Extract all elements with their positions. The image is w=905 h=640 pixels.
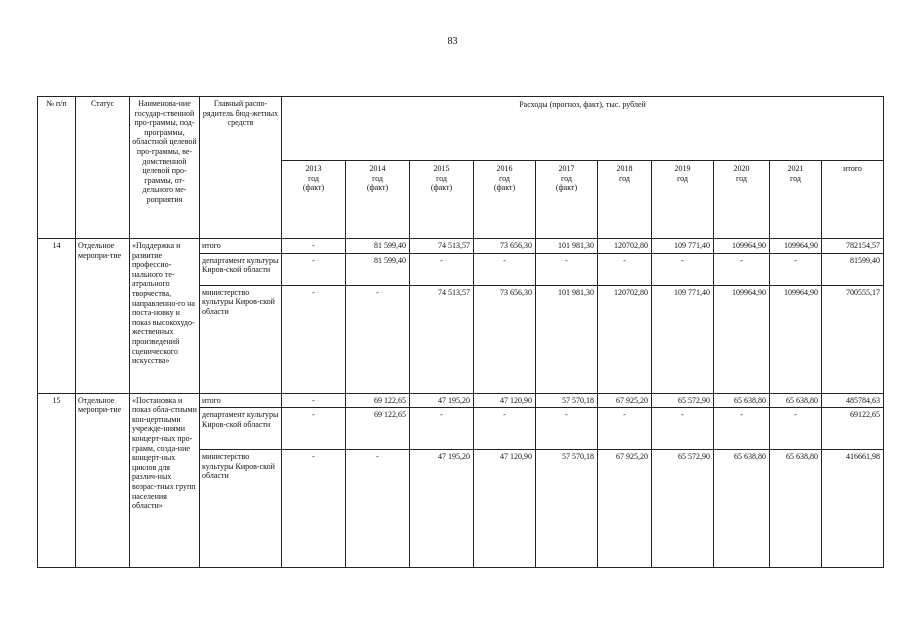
row-administrator: министерство культуры Киров-ской области bbox=[200, 285, 282, 393]
header-year-2021 bbox=[770, 161, 822, 239]
row-total-value: 782154,57 bbox=[822, 239, 884, 254]
row-year-value: - bbox=[770, 408, 822, 450]
row-year-value: 47 195,20 bbox=[410, 393, 474, 408]
row-year-value: 81 599,40 bbox=[346, 239, 410, 254]
row-year-value: 65 572,90 bbox=[652, 393, 714, 408]
header-year-year: 2021 bbox=[787, 164, 804, 173]
header-row bbox=[38, 97, 884, 161]
header-year-note: (факт) bbox=[430, 183, 453, 193]
row-year-value: - bbox=[652, 253, 714, 285]
row-year-value: - bbox=[282, 253, 346, 285]
row-year-value: - bbox=[474, 253, 536, 285]
row-year-value: 47 120,90 bbox=[474, 393, 536, 408]
row-administrator: департамент культуры Киров-ской области bbox=[200, 253, 282, 285]
row-year-value: 101 981,30 bbox=[536, 285, 598, 393]
row-status: Отдельное меропри-тие bbox=[76, 393, 130, 568]
row-name: «Поддержка и развитие профессио-нального те-атрального творчества, направленно-го на поста-новку и показ высокохудо-жественных произведений сценического искусства» bbox=[130, 239, 200, 394]
row-year-value: - bbox=[598, 408, 652, 450]
header-year-year: 2018 bbox=[616, 164, 633, 173]
header-year-year: 2013 bbox=[305, 164, 322, 173]
header-year-unit: год bbox=[619, 173, 630, 183]
row-year-value: - bbox=[536, 408, 598, 450]
row-year-value: 109964,90 bbox=[714, 285, 770, 393]
row-total-value: 700555,17 bbox=[822, 285, 884, 393]
row-total-value: 416661,98 bbox=[822, 450, 884, 568]
row-administrator: итого bbox=[200, 239, 282, 254]
header-year-2014 bbox=[346, 161, 410, 239]
header-year-year: 2014 bbox=[369, 164, 386, 173]
header-number: № п/п bbox=[38, 97, 76, 239]
header-year-2019 bbox=[652, 161, 714, 239]
row-administrator: департамент культуры Киров-ской области bbox=[200, 408, 282, 450]
header-year-2018 bbox=[598, 161, 652, 239]
row-year-value: 57 570,18 bbox=[536, 450, 598, 568]
budget-table bbox=[37, 96, 884, 568]
row-year-value: - bbox=[598, 253, 652, 285]
table-row bbox=[38, 393, 884, 408]
row-year-value: - bbox=[282, 393, 346, 408]
header-program-name: Наименова-ние государ-ственной про-граммы, под-программы, областной целевой про-граммы, ве-домственной целевой про-граммы, от-дельного ме-роприятия bbox=[130, 97, 200, 239]
row-year-value: - bbox=[282, 239, 346, 254]
header-year-unit: год bbox=[499, 173, 510, 183]
row-year-value: 67 925,20 bbox=[598, 450, 652, 568]
header-year-unit: год bbox=[436, 173, 447, 183]
row-year-value: - bbox=[346, 450, 410, 568]
row-year-value: - bbox=[770, 253, 822, 285]
header-year-2017 bbox=[536, 161, 598, 239]
row-year-value: - bbox=[474, 408, 536, 450]
row-status: Отдельное меропри-тие bbox=[76, 239, 130, 394]
header-year-2013 bbox=[282, 161, 346, 239]
header-year-year: 2015 bbox=[433, 164, 450, 173]
row-year-value: - bbox=[410, 253, 474, 285]
row-year-value: 69 122,65 bbox=[346, 408, 410, 450]
header-total: итого bbox=[822, 161, 884, 239]
row-total-value: 485784,63 bbox=[822, 393, 884, 408]
header-year-year: 2020 bbox=[733, 164, 750, 173]
row-year-value: - bbox=[410, 408, 474, 450]
row-administrator: итого bbox=[200, 393, 282, 408]
row-year-value: - bbox=[282, 408, 346, 450]
row-year-value: - bbox=[536, 253, 598, 285]
row-year-value: 65 638,80 bbox=[714, 393, 770, 408]
header-expenses: Расходы (прогноз, факт), тыс. рублей bbox=[282, 97, 884, 161]
row-year-value: 65 572,90 bbox=[652, 450, 714, 568]
row-year-value: 109964,90 bbox=[770, 285, 822, 393]
row-year-value: 65 638,80 bbox=[770, 393, 822, 408]
header-status: Статус bbox=[76, 97, 130, 239]
budget-table-container bbox=[37, 96, 881, 577]
row-name: «Постановка и показ обла-стными кон-цертными учрежде-ниями концерт-ных про-грамм, созда-ние концерт-ных циклов для различ-ных возрас-тных групп населения области» bbox=[130, 393, 200, 568]
row-year-value: 109 771,40 bbox=[652, 285, 714, 393]
header-year-unit: год bbox=[308, 173, 319, 183]
row-administrator: министерство культуры Киров-ской области bbox=[200, 450, 282, 568]
header-year-unit: год bbox=[736, 173, 747, 183]
row-total-value: 69122,65 bbox=[822, 408, 884, 450]
row-year-value: - bbox=[346, 285, 410, 393]
header-year-unit: год bbox=[372, 173, 383, 183]
row-year-value: 120702,80 bbox=[598, 285, 652, 393]
row-year-value: 81 599,40 bbox=[346, 253, 410, 285]
header-year-unit: год bbox=[790, 173, 801, 183]
row-year-value: 74 513,57 bbox=[410, 285, 474, 393]
header-year-note: (факт) bbox=[302, 183, 325, 193]
row-number: 14 bbox=[38, 239, 76, 394]
row-year-value: 47 120,90 bbox=[474, 450, 536, 568]
row-total-value: 81599,40 bbox=[822, 253, 884, 285]
header-year-note: (факт) bbox=[555, 183, 578, 193]
row-year-value: 73 656,30 bbox=[474, 285, 536, 393]
header-year-note: (факт) bbox=[366, 183, 389, 193]
page-number: 83 bbox=[447, 36, 458, 47]
header-year-2020 bbox=[714, 161, 770, 239]
header-year-year: 2017 bbox=[558, 164, 575, 173]
header-year-year: 2019 bbox=[674, 164, 691, 173]
row-year-value: - bbox=[714, 253, 770, 285]
row-year-value: 109 771,40 bbox=[652, 239, 714, 254]
row-year-value: 101 981,30 bbox=[536, 239, 598, 254]
row-year-value: 120702,80 bbox=[598, 239, 652, 254]
row-year-value: 109964,90 bbox=[714, 239, 770, 254]
row-year-value: - bbox=[652, 408, 714, 450]
header-year-note: (факт) bbox=[493, 183, 516, 193]
row-year-value: 73 656,30 bbox=[474, 239, 536, 254]
header-year-unit: год bbox=[561, 173, 572, 183]
header-year-unit: год bbox=[677, 173, 688, 183]
row-year-value: - bbox=[714, 408, 770, 450]
row-year-value: - bbox=[282, 450, 346, 568]
row-year-value: 69 122,65 bbox=[346, 393, 410, 408]
row-year-value: - bbox=[282, 285, 346, 393]
row-year-value: 74 513,57 bbox=[410, 239, 474, 254]
table-row bbox=[38, 239, 884, 254]
header-year-year: 2016 bbox=[496, 164, 513, 173]
row-year-value: 47 195,20 bbox=[410, 450, 474, 568]
header-year-2016 bbox=[474, 161, 536, 239]
row-year-value: 67 925,20 bbox=[598, 393, 652, 408]
header-administrator: Главный распо-рядитель бюд-жетных средств bbox=[200, 97, 282, 239]
row-number: 15 bbox=[38, 393, 76, 568]
row-year-value: 65 638,80 bbox=[770, 450, 822, 568]
header-year-2015 bbox=[410, 161, 474, 239]
row-year-value: 65 638,80 bbox=[714, 450, 770, 568]
row-year-value: 57 570,18 bbox=[536, 393, 598, 408]
row-year-value: 109964,90 bbox=[770, 239, 822, 254]
